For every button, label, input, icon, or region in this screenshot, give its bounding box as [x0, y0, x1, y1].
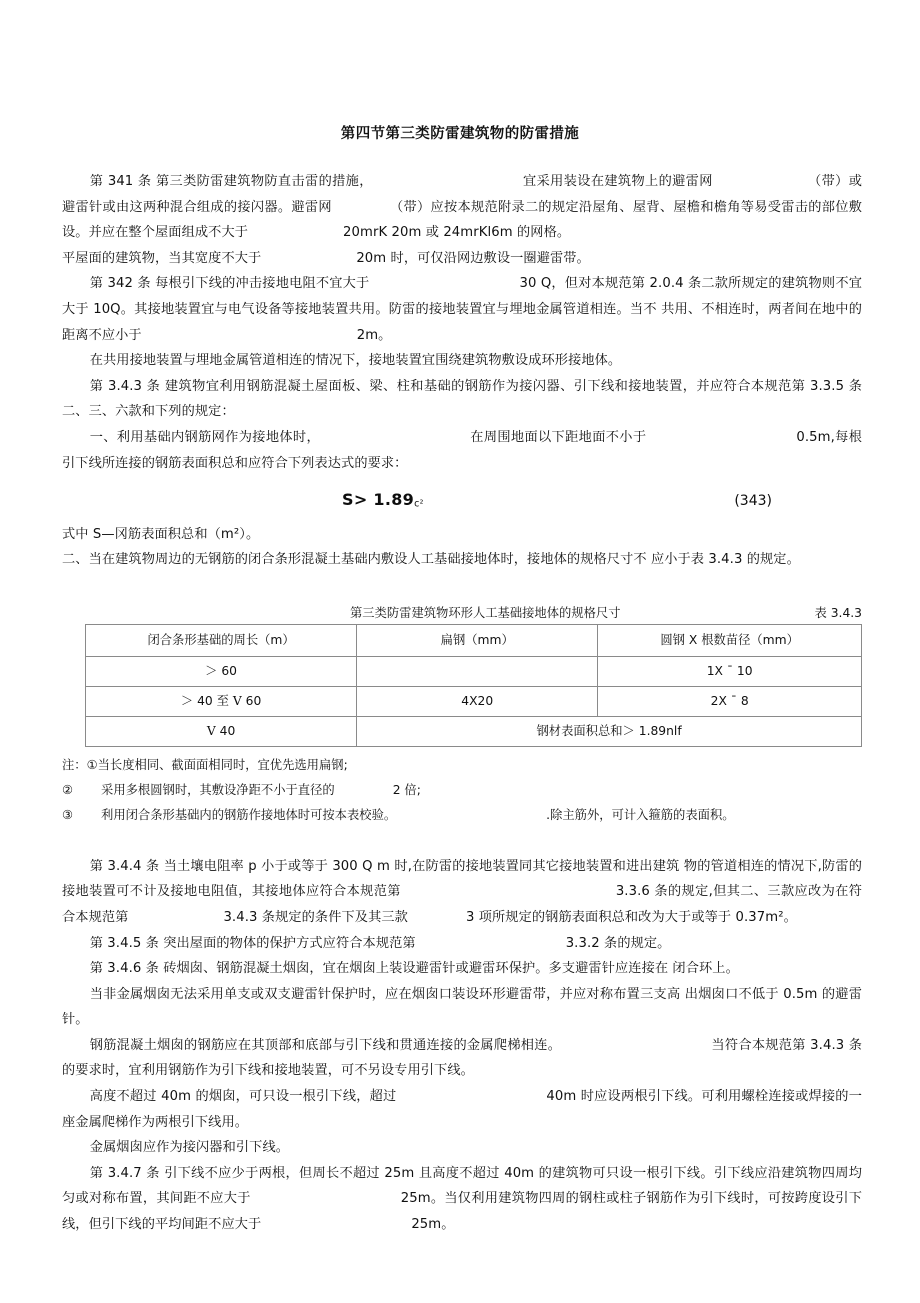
paragraph-art-3-4-6-cont4 — [62, 1135, 862, 1161]
text-run: 高度不超过 40m 的烟囱，可只设一根引下线，超过 — [89, 1089, 397, 1105]
text-run: 0.5m,每根引下线所连接的钢筋表面积总和应符合下列表达式的要求： — [62, 429, 862, 471]
text-run: 第 3.4.5 条 突出屋面的物体的保护方式应符合本规范第 — [89, 935, 416, 951]
text-run: 第 341 条 第三类防雷建筑物防直击雷的措施， — [89, 174, 373, 189]
spec-table — [85, 624, 862, 747]
table-row — [86, 656, 862, 686]
paragraph-art-3-4-6 — [62, 956, 862, 982]
table-notes — [62, 753, 862, 828]
text-run: 25m。当仅利用建筑物四周的钢柱或柱子钢筋作为引下线时，可按跨度设引下线，但引下线的平均间距不应大于 — [62, 1191, 862, 1233]
paragraph-art-3-4-3-item-1 — [62, 425, 862, 476]
text-run: 3.4.3 条规定的条件下及其三款 — [223, 909, 408, 925]
paragraph-art-3-4-2 — [62, 271, 862, 348]
text-run: 当符合本规范第 3.4.3 条的要求时，宜利用钢筋作为引下线和接地装置，可不另设专用引下线。 — [62, 1037, 862, 1079]
paragraph-group-lower — [62, 854, 862, 1238]
paragraph-art-3-4-6-cont3 — [62, 1084, 862, 1135]
text-run: 金属烟囱应作为接闪器和引下线。 — [89, 1140, 290, 1156]
text-run: 当非金属烟囱无法采用单支或双支避雷针保护时，应在烟囱口装设环形避雷带，并应对称布置三支高 出烟囱口不低于 0.5m 的避雷针。 — [62, 986, 862, 1028]
text-run: 钢筋混凝土烟囱的钢筋应在其顶部和底部与引下线和贯通连接的金属爬梯相连。 — [89, 1037, 562, 1053]
paragraph-group-postformula — [62, 522, 862, 573]
text-run: （带）应按本规范附录二的规定沿屋角、屋背、屋檐和檐角等易受雷击的部位敷设。并应在整个屋面组成不大于 — [62, 199, 863, 241]
paragraph-art-3-4-6-cont1 — [62, 982, 862, 1033]
paragraph-art-3-4-1 — [62, 169, 862, 246]
paragraph-art-3-4-7 — [62, 1161, 862, 1238]
body-section-postformula — [0, 522, 920, 573]
text-run: 25m。 — [411, 1217, 455, 1233]
paragraph-art-3-4-1-cont — [62, 246, 862, 272]
table-cell: Ⅴ 40 — [86, 716, 357, 746]
table-number: 表 3.4.3 — [814, 605, 862, 620]
table-column-header: 扁钢（mm） — [357, 624, 598, 656]
note-text — [73, 778, 862, 803]
paragraph-formula-legend — [62, 522, 862, 548]
text-run: 利用闭合条形基础内的钢筋作接地体时可按本表校验。 — [101, 807, 397, 822]
table-header — [86, 624, 862, 656]
formula-subscript: c² — [414, 498, 424, 510]
text-run: 40m 时应设两根引下线。可利用螺栓连接或焊接的一座金属爬梯作为两根引下线用。 — [62, 1089, 862, 1130]
formula-expression — [342, 490, 424, 509]
paragraph-art-3-4-4 — [62, 854, 862, 931]
note-text — [98, 753, 862, 778]
text-run: 平屋面的建筑物，当其宽度不大于 — [62, 250, 262, 266]
paragraph-art-3-4-3 — [62, 374, 862, 425]
text-run: 第 3.4.4 条 当土壤电阻率 p 小于或等于 300 Q m 时,在防雷的接地装置同其它接地装置和进出建筑 物的管道相连的情况下,防雷的接地装置可不计及接地电阻值，其接地体应符合本规范第 — [62, 858, 862, 900]
note-marker: ③ — [62, 807, 74, 822]
body-section-upper — [0, 169, 920, 476]
text-run: 第 3.4.7 条 引下线不应少于两根，但周长不超过 25m 且高度不超过 40m 的建筑物可只设一根引下线。引下线应沿建筑物四周均匀或对称布置，其间距不应大于 — [62, 1165, 862, 1207]
table-cell: ＞ 40 至 Ⅴ 60 — [86, 686, 357, 716]
text-run: .除主筋外，可计入箍筋的表面积。 — [546, 807, 735, 822]
table-row — [86, 686, 862, 716]
note-text — [73, 803, 862, 828]
text-run: 一、利用基础内钢筋网作为接地体时， — [89, 429, 321, 445]
text-run: 第 3.4.3 条 建筑物宜利用钢筋混凝土屋面板、梁、柱和基础的钢筋作为接闪器、引下线和接地装置，并应符合本规范第 3.3.5 条二、三、六款和下列的规定： — [62, 378, 862, 420]
text-run: （带）或避雷针或由这两种混合组成的接闪器。避雷网 — [62, 174, 863, 215]
text-run: 当长度相同、截面面相同时，宜优先选用扁钢; — [97, 757, 348, 772]
note-marker: 注：① — [62, 757, 98, 772]
text-run: 3.3.6 条的规定,但其二、三款应改为在符合本规范第 — [62, 884, 862, 925]
text-run: 在周围地面以下距地面不小于 — [470, 429, 647, 445]
table-header-row — [85, 603, 862, 621]
table-cell-merged: 钢材表面积总和＞ 1.89nlf — [357, 716, 862, 746]
text-run: 3 项所规定的钢筋表面积总和改为大于或等于 0.37m²。 — [465, 909, 797, 925]
formula-number: (343) — [734, 493, 772, 510]
text-run: 在共用接地装置与埋地金属管道相连的情况下，接地装置宜围绕建筑物敷设成环形接地体。 — [89, 353, 622, 369]
table-note — [62, 753, 862, 778]
table-row — [86, 716, 862, 746]
text-run: 第 342 条 每根引下线的冲击接地电阻不宜大于 — [89, 276, 370, 292]
body-section-lower — [0, 854, 920, 1238]
text-run: 2 倍; — [392, 782, 421, 797]
table-column-header: 圆钢 X 根数苗径（mm） — [598, 624, 862, 656]
paragraph-art-3-4-2-cont — [62, 348, 862, 374]
text-run: 二、当在建筑物周边的无钢筋的闭合条形混凝土基础内敷设人工基础接地体时，接地体的规格尺寸不 应小于表 3.4.3 的规定。 — [62, 552, 800, 568]
spec-table-wrapper — [85, 603, 862, 747]
text-run: 宜采用装设在建筑物上的避雷网 — [522, 174, 713, 189]
text-run: 30 Q，但对本规范第 2.0.4 条二款所规定的建筑物则不宜大于 10Q。其接地装置宜与电气设备等接地装置共用。防雷的接地装置宜与埋地金属管道相连。当不 共用、不相连时，两者间在地中的距离不应小于 — [62, 276, 863, 343]
formula-row — [0, 490, 920, 509]
page-title: 第四节第三类防雷建筑物的防雷措施 — [340, 126, 580, 142]
paragraph-group-upper — [62, 169, 862, 476]
table-note — [62, 778, 862, 803]
table-cell: ＞ 60 — [86, 656, 357, 686]
note-marker: ② — [62, 782, 74, 797]
table-cell — [357, 656, 598, 686]
paragraph-art-3-4-3-item-2 — [62, 547, 862, 573]
table-note — [62, 803, 862, 828]
formula-main: S> 1.89 — [342, 490, 415, 510]
text-run: 2m。 — [356, 327, 392, 343]
table-caption: 第三类防雷建筑物环形人工基础接地体的规格尺寸 — [349, 605, 621, 620]
table-cell: 2X ˉ 8 — [598, 686, 862, 716]
text-run: 采用多根圆钢时，其敷设净距不小于直径的 — [101, 782, 335, 797]
text-run: 3.3.2 条的规定。 — [565, 935, 671, 951]
paragraph-art-3-4-6-cont2 — [62, 1033, 862, 1084]
text-run: 式中 S—冈筋表面积总和（m²）。 — [62, 526, 260, 542]
table-cell: 1X ˉ 10 — [598, 656, 862, 686]
table-column-header: 闭合条形基础的周长（m） — [86, 624, 357, 656]
text-run: 第 3.4.6 条 砖烟囱、钢筋混凝土烟囱，宜在烟囱上装设避雷针或避雷环保护。多支避雷针应连接在 闭合环上。 — [89, 961, 739, 977]
text-run: 20m 时，可仅沿网边敷设一圈避雷带。 — [356, 250, 590, 266]
paragraph-art-3-4-5 — [62, 931, 862, 957]
table-cell: 4X20 — [357, 686, 598, 716]
text-run: 20mrK 20m 或 24mrKl6m 的网格。 — [343, 225, 571, 241]
